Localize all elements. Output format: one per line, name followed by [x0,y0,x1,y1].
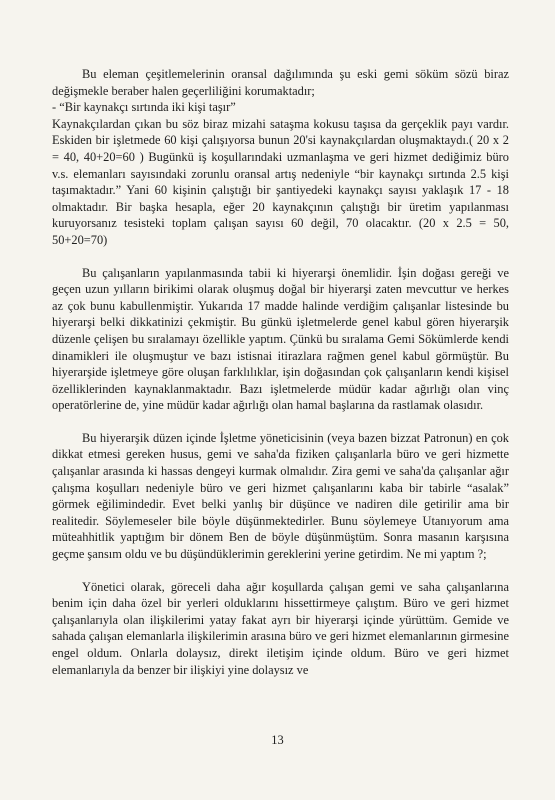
page-number: 13 [271,733,284,747]
paragraph-3: Bu hiyerarşik düzen içinde İşletme yöneticisinin (veya bazen bizzat Patronun) en çok dikkat etmesi gereken husus, gemi ve saha'da fiziken çalışanlarla büro ve geri hizmette çalışanlar arasında ki hassas dengeyi kurmak olmalıdır. Zira gemi ve saha'da çalışanlar ağır çalışma koşulları nedeniyle büro ve geri hizmet çalışanlarını kaba bir tabirle “asalak” görmek eğilimindedir. Evet belki yanlış bir düşünce ve nadiren dile getirilir ama bir realitedir. Söylemeseler bile böyle düşünmektedirler. Bunu söylemeye Utanıyorum ama müteahhitlik yaptığım bir dönem Ben de böyle düşünmüştüm. Sonra masanın karşısına geçme şansım oldu ve bu düşündüklerimin gereklerini yerine getirdim. Ne mi yaptım ?; [52,430,509,562]
paragraph-gap [52,249,509,265]
paragraph-4: Yönetici olarak, göreceli daha ağır koşullarda çalışan gemi ve saha çalışanlarına benim için daha özel bir yerleri olduklarını hissettirmeye çalıştım. Büro ve geri hizmet çalışanlarıyla olan ilişkilerimi yatay fakat ayrı bir hiyerarşi içinde yürüttüm. Gemide ve sahada çalışan elemanlarla ilişkilerimin arasına büro ve geri hizmet elemanlarının girmesine engel oldum. Onlarla dolaysız, direkt iletişim içinde oldum. Büro ve geri hizmet elemanlarıyla da benzer bir ilişkiyi yine dolaysız ve [52,579,509,677]
paragraph-2: Bu çalışanların yapılanmasında tabii ki hiyerarşi önemlidir. İşin doğası gereği ve geçen uzun yılların birikimi olarak oluşmuş doğal bir hiyerarşi zaten mevcuttur ve herkes az çok bunu kabullenmiştir. Yukarıda 17 madde halinde verdiğim çalışanlar listesinde bu hiyerarşi belki dikkatinizi çekmiştir. Bu günkü işletmelerde genel kabul gören hiyerarşik düzenle çelişen bu sıralamayı özellikle yaptım. Çünkü bu sıralama Gemi Sökümlerde kendi dinamikleri ile oluşmuştur ve bazı istisnai itirazlara rağmen genel kabul görmüştür. Bu hiyerarşide işletmeye göre oluşan farklılıklar, işin doğasından çok çalışanların kendi kişisel özelliklerinden kaynaklanmaktadır. Bazı işletmelerde müdür kadar ağırlığı olan vinç operatörlerine de, yine müdür kadar ağırlığı olan hamal başlarına da rastlamak olasıdır. [52,265,509,413]
paragraph-1-line-1: Bu eleman çeşitlemelerinin oransal dağılımında şu eski gemi söküm sözü biraz değişmekle beraber halen geçerliliğini korumaktadır; [52,67,509,98]
paragraph-1-body: Kaynakçılardan çıkan bu söz biraz mizahi sataşma kokusu taşısa da gerçeklik payı vardır. Eskiden bir işletmede 60 kişi çalışıyorsa bunun 20'si kaynakçılardan oluşmaktaydı.( 20 x 2 = 40, 40+20=60 ) Bugünkü iş koşullarındaki uzmanlaşma ve geri hizmet dediğimiz büro v.s. elemanları sayısındaki zorunlu oransal artış nedeniyle “bir kaynakçı sırtında 2.5 kişi taşımaktadır.” Yani 60 kişinin çalıştığı bir şantiyedeki kaynakçı sayısı yaklaşık 17 - 18 olmaktadır. Bir başka hesapla, eğer 20 kaynakçının çalıştığı bir üretim yapılanması kuruyorsanız tesisteki toplam çalışan sayısı 60 değil, 70 olacaktır. (20 x 2.5 = 50, 50+20=70) [52,116,509,247]
paragraph-gap [52,563,509,579]
paragraph-gap [52,414,509,430]
paragraph-1-quote: - “Bir kaynakçı sırtında iki kişi taşır” [52,100,236,115]
